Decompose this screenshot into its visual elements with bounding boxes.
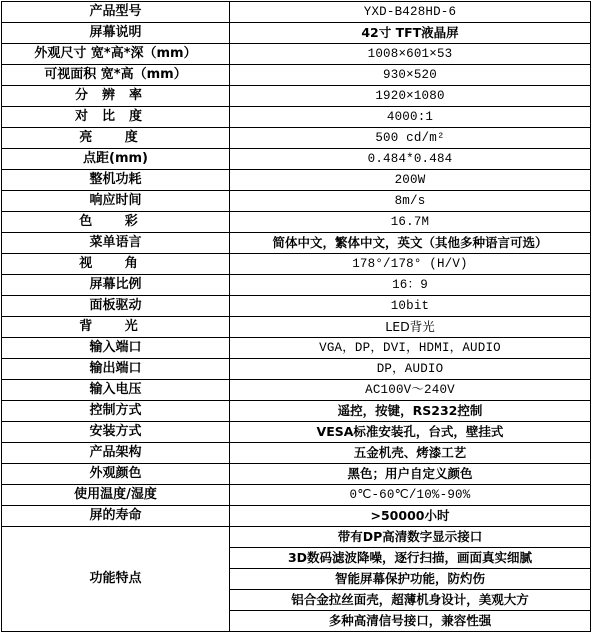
table-row — [2, 233, 591, 254]
table-row — [2, 65, 591, 86]
spec-label: 输入端口 — [2, 338, 230, 359]
spec-label: 分辨率 — [2, 86, 230, 107]
spec-value: 42寸 TFT液晶屏 — [230, 23, 591, 44]
table-row — [2, 464, 591, 485]
feature-item: 铝合金拉丝面壳，超薄机身设计，美观大方 — [230, 590, 591, 611]
feature-item: 带有DP高清数字显示接口 — [230, 527, 591, 548]
spec-value: 16：9 — [230, 275, 591, 296]
spec-label: 外观颜色 — [2, 464, 230, 485]
spec-value: 简体中文，繁体中文，英文（其他多种语言可选） — [230, 233, 591, 254]
table-row — [2, 86, 591, 107]
spec-value: 16.7M — [230, 212, 591, 233]
spec-value: >50000小时 — [230, 506, 591, 527]
spec-label: 产品型号 — [2, 2, 230, 23]
table-row — [2, 23, 591, 44]
feature-item: 多种高清信号接口，兼容性强 — [230, 611, 591, 632]
spec-label: 屏幕说明 — [2, 23, 230, 44]
spec-label: 安装方式 — [2, 422, 230, 443]
spec-label: 输出端口 — [2, 359, 230, 380]
spec-value: 黑色；用户自定义颜色 — [230, 464, 591, 485]
spec-value: 8m/s — [230, 191, 591, 212]
spec-label: 使用温度/湿度 — [2, 485, 230, 506]
spec-label: 控制方式 — [2, 401, 230, 422]
spec-value: 五金机壳、烤漆工艺 — [230, 443, 591, 464]
spec-value: 0℃-60℃/10%-90% — [230, 485, 591, 506]
spec-label: 色 彩 — [2, 212, 230, 233]
spec-value: 1920×1080 — [230, 86, 591, 107]
spec-value: 200W — [230, 170, 591, 191]
spec-value: VESA标准安装孔，台式，壁挂式 — [230, 422, 591, 443]
feature-item: 3D数码滤波降噪，逐行扫描，画面真实细腻 — [230, 548, 591, 569]
spec-value: 4000:1 — [230, 107, 591, 128]
spec-value: 1008×601×53 — [230, 44, 591, 65]
spec-label: 背 光 — [2, 317, 230, 338]
table-row — [2, 2, 591, 23]
table-row — [2, 275, 591, 296]
spec-label: 面板驱动 — [2, 296, 230, 317]
spec-label: 点距(mm) — [2, 149, 230, 170]
table-row — [2, 107, 591, 128]
spec-value: DP，AUDIO — [230, 359, 591, 380]
table-row — [2, 401, 591, 422]
spec-label: 菜单语言 — [2, 233, 230, 254]
spec-value: YXD-B428HD-6 — [230, 2, 591, 23]
table-row — [2, 380, 591, 401]
spec-label: 响应时间 — [2, 191, 230, 212]
table-row — [2, 191, 591, 212]
table-row — [2, 170, 591, 191]
spec-label: 整机功耗 — [2, 170, 230, 191]
table-row — [2, 212, 591, 233]
table-row — [2, 149, 591, 170]
table-row — [2, 527, 591, 548]
spec-value: LED背光 — [230, 317, 591, 338]
table-row — [2, 338, 591, 359]
spec-label: 视 角 — [2, 254, 230, 275]
table-row — [2, 254, 591, 275]
spec-value: 遥控，按键，RS232控制 — [230, 401, 591, 422]
spec-label: 外观尺寸 宽*高*深（mm） — [2, 44, 230, 65]
spec-label: 对比度 — [2, 107, 230, 128]
table-row — [2, 44, 591, 65]
spec-label: 屏幕比例 — [2, 275, 230, 296]
spec-value: 930×520 — [230, 65, 591, 86]
spec-table — [1, 1, 591, 632]
spec-value: 0.484*0.484 — [230, 149, 591, 170]
table-row — [2, 422, 591, 443]
table-row — [2, 128, 591, 149]
spec-value: 500 cd/m² — [230, 128, 591, 149]
spec-value: VGA，DP，DVI，HDMI，AUDIO — [230, 338, 591, 359]
spec-label: 可视面积 宽*高（mm） — [2, 65, 230, 86]
spec-label: 亮 度 — [2, 128, 230, 149]
spec-label: 产品架构 — [2, 443, 230, 464]
table-row — [2, 485, 591, 506]
table-row — [2, 443, 591, 464]
spec-value: AC100V～240V — [230, 380, 591, 401]
feature-item: 智能屏幕保护功能，防灼伤 — [230, 569, 591, 590]
features-label: 功能特点 — [2, 527, 230, 632]
spec-value: 10bit — [230, 296, 591, 317]
table-row — [2, 317, 591, 338]
spec-label: 输入电压 — [2, 380, 230, 401]
table-row — [2, 296, 591, 317]
table-row — [2, 359, 591, 380]
spec-label: 屏的寿命 — [2, 506, 230, 527]
spec-value: 178°/178° (H/V) — [230, 254, 591, 275]
table-row — [2, 506, 591, 527]
